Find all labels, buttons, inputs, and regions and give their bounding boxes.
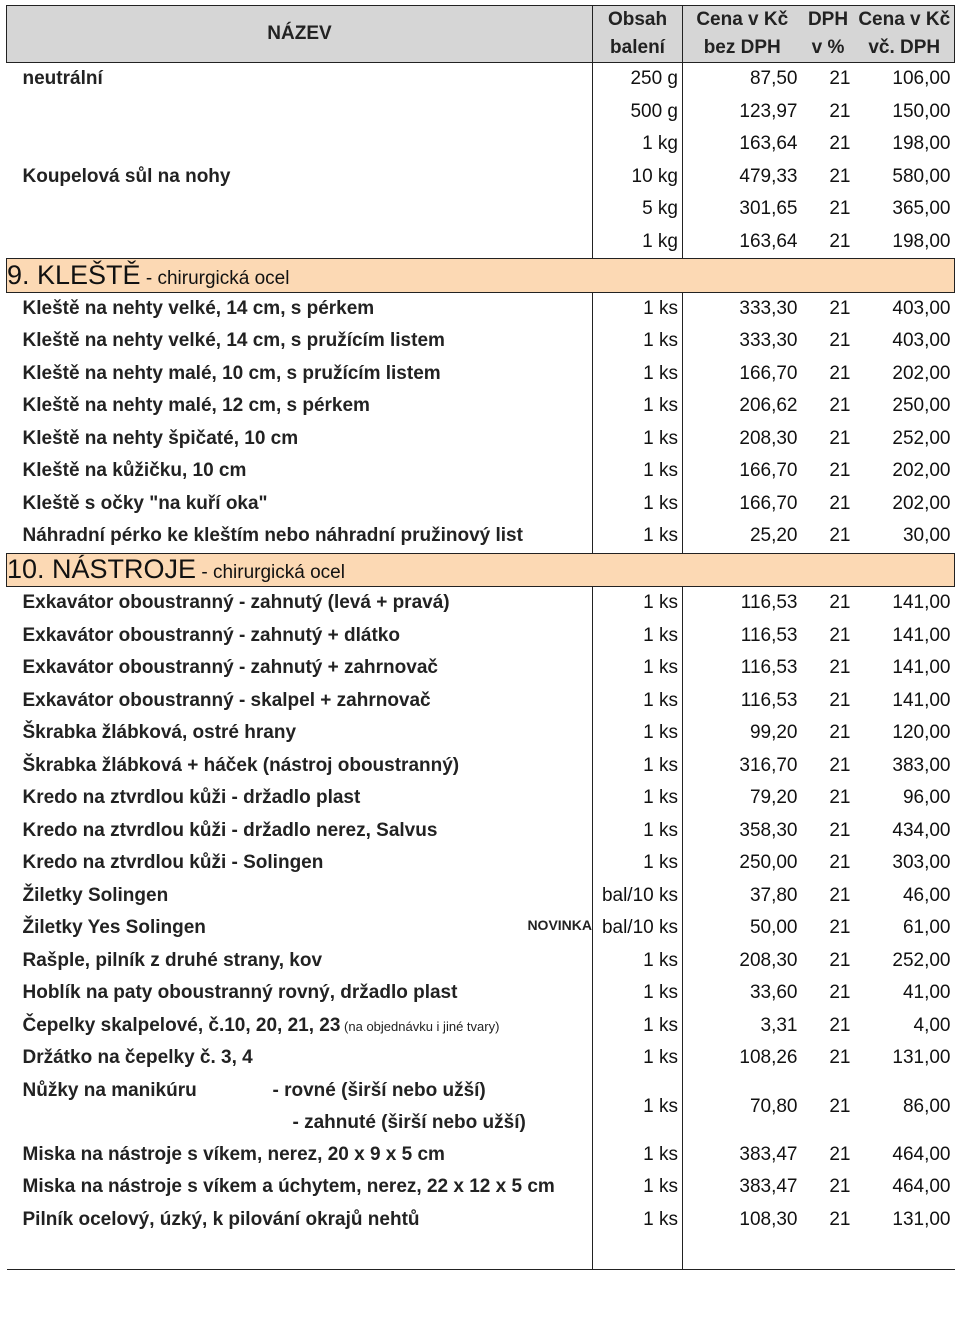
header-price bbox=[683, 6, 802, 63]
item-price: 123,97 bbox=[739, 100, 798, 122]
table-row bbox=[7, 717, 955, 750]
item-variant: - zahnuté (širší nebo užší) bbox=[292, 1111, 526, 1133]
item-price: 79,20 bbox=[749, 787, 798, 809]
item-vat: 21 bbox=[829, 819, 851, 841]
item-pack: 1 ks bbox=[593, 1139, 683, 1172]
item-total: 252,00 bbox=[892, 949, 951, 971]
table-row bbox=[7, 63, 955, 96]
item-pack: 1 ks bbox=[593, 390, 683, 423]
item-pack: 500 g bbox=[593, 96, 683, 129]
item-price: 163,64 bbox=[739, 133, 798, 155]
table-row bbox=[7, 1010, 955, 1043]
item-vat: 21 bbox=[829, 133, 851, 155]
item-vat: 21 bbox=[829, 525, 851, 547]
item-total: 141,00 bbox=[892, 657, 951, 679]
item-price: 87,50 bbox=[749, 68, 798, 90]
item-vat: 21 bbox=[829, 917, 851, 939]
item-price: 250,00 bbox=[739, 852, 798, 874]
table-row bbox=[7, 358, 955, 391]
item-pack: 1 ks bbox=[593, 520, 683, 553]
table-row bbox=[7, 161, 955, 194]
header-pack-line2: balení bbox=[610, 37, 665, 58]
header-price-line2: bez DPH bbox=[703, 37, 781, 58]
item-total: 365,00 bbox=[892, 198, 951, 220]
item-name: Kleště na nehty velké, 14 cm, s pérkem bbox=[22, 297, 375, 319]
table-row bbox=[7, 390, 955, 423]
table-row bbox=[7, 1042, 955, 1075]
item-name: Škrabka žlábková, ostré hrany bbox=[22, 722, 297, 744]
item-total: 106,00 bbox=[892, 68, 951, 90]
item-name: Kleště s očky "na kuří oka" bbox=[22, 492, 268, 514]
novinka-badge: NOVINKA bbox=[527, 917, 592, 934]
section-title bbox=[7, 259, 955, 293]
item-total: 141,00 bbox=[892, 689, 951, 711]
item-price: 163,64 bbox=[739, 230, 798, 252]
item-vat: 21 bbox=[829, 852, 851, 874]
table-row bbox=[7, 423, 955, 456]
item-name: Kleště na nehty špičaté, 10 cm bbox=[22, 427, 299, 449]
header-pack bbox=[593, 6, 683, 63]
item-price: 116,53 bbox=[740, 657, 798, 679]
table-row bbox=[7, 520, 955, 553]
item-price: 166,70 bbox=[739, 492, 798, 514]
table-row bbox=[7, 488, 955, 521]
section-number: 10. NÁSTROJE bbox=[7, 554, 197, 585]
item-name: neutrální bbox=[22, 68, 103, 90]
item-name: Exkavátor oboustranný - zahnutý + zahrnovač bbox=[22, 657, 438, 679]
item-vat: 21 bbox=[829, 165, 851, 187]
empty-cell bbox=[7, 1236, 593, 1269]
item-pack: bal/10 ks bbox=[593, 912, 683, 945]
item-price: 333,30 bbox=[739, 297, 798, 319]
item-name-text: Žiletky Yes Solingen bbox=[22, 917, 206, 939]
item-name: Miska na nástroje s víkem a úchytem, nerez, 22 x 12 x 5 cm bbox=[22, 1176, 555, 1198]
item-pack: 1 ks bbox=[593, 717, 683, 750]
item-total: 250,00 bbox=[892, 395, 951, 417]
item-price: 383,47 bbox=[739, 1176, 798, 1198]
header-pack-line1: Obsah bbox=[607, 9, 668, 30]
item-price: 33,60 bbox=[749, 982, 798, 1004]
table-row bbox=[7, 292, 955, 325]
item-pack: 1 ks bbox=[593, 1171, 683, 1204]
header-total-line2: vč. DPH bbox=[868, 37, 941, 58]
item-price: 383,47 bbox=[739, 1143, 798, 1165]
item-total: 41,00 bbox=[902, 982, 951, 1004]
item-vat: 21 bbox=[829, 297, 851, 319]
item-pack: 1 ks bbox=[593, 292, 683, 325]
item-name: Držátko na čepelky č. 3, 4 bbox=[22, 1047, 253, 1069]
item-total: 61,00 bbox=[902, 917, 951, 939]
table-row bbox=[7, 587, 955, 620]
item-price: 333,30 bbox=[739, 330, 798, 352]
item-total: 141,00 bbox=[892, 624, 951, 646]
item-price: 208,30 bbox=[739, 427, 798, 449]
header-vat bbox=[802, 6, 855, 63]
item-vat: 21 bbox=[829, 624, 851, 646]
item-pack: 1 ks bbox=[593, 685, 683, 718]
item-vat: 21 bbox=[829, 884, 851, 906]
item-pack: 1 ks bbox=[593, 325, 683, 358]
item-variant: - rovné (širší nebo užší) bbox=[272, 1079, 486, 1101]
item-vat: 21 bbox=[829, 492, 851, 514]
section-title bbox=[7, 553, 955, 587]
header-vat-line1: DPH bbox=[807, 9, 849, 30]
header-total-line1: Cena v Kč bbox=[858, 9, 951, 30]
item-vat: 21 bbox=[829, 198, 851, 220]
item-total: 464,00 bbox=[892, 1176, 951, 1198]
table-row bbox=[7, 1171, 955, 1204]
item-vat: 21 bbox=[829, 657, 851, 679]
item-pack: 1 ks bbox=[593, 455, 683, 488]
table-row bbox=[7, 455, 955, 488]
item-total: 96,00 bbox=[902, 787, 951, 809]
item-name bbox=[7, 1010, 593, 1043]
item-name: Náhradní pérko ke kleštím nebo náhradní pružinový list bbox=[22, 525, 523, 547]
table-row bbox=[7, 977, 955, 1010]
item-total: 120,00 bbox=[892, 722, 951, 744]
header-name: NÁZEV bbox=[7, 6, 593, 63]
section-subtitle: - chirurgická ocel bbox=[196, 562, 345, 584]
empty-cell bbox=[802, 1236, 855, 1269]
item-name: Koupelová sůl na nohy bbox=[22, 165, 231, 187]
table-row bbox=[7, 912, 955, 945]
item-name: Žiletky Solingen bbox=[22, 884, 169, 906]
item-name: Kleště na nehty malé, 12 cm, s pérkem bbox=[22, 395, 370, 417]
item-vat: 21 bbox=[829, 949, 851, 971]
item-vat: 21 bbox=[829, 100, 851, 122]
item-name: Pilník ocelový, úzký, k pilování okrajů nehtů bbox=[22, 1208, 420, 1230]
item-name bbox=[7, 96, 593, 129]
item-name: Miska na nástroje s víkem, nerez, 20 x 9 x 5 cm bbox=[22, 1143, 445, 1165]
section-subtitle: - chirurgická ocel bbox=[140, 267, 290, 289]
item-price: 479,33 bbox=[739, 165, 798, 187]
empty-cell bbox=[593, 1236, 683, 1269]
item-total: 434,00 bbox=[892, 819, 951, 841]
item-total: 464,00 bbox=[892, 1143, 951, 1165]
item-vat: 21 bbox=[829, 68, 851, 90]
item-total: 403,00 bbox=[892, 330, 951, 352]
item-name: Exkavátor oboustranný - zahnutý + dlátko bbox=[22, 624, 400, 646]
item-total: 252,00 bbox=[892, 427, 951, 449]
header-row bbox=[7, 6, 955, 63]
item-pack: 1 ks bbox=[593, 620, 683, 653]
item-total: 383,00 bbox=[892, 754, 951, 776]
item-price: 358,30 bbox=[739, 819, 798, 841]
item-pack: 1 ks bbox=[593, 587, 683, 620]
item-vat: 21 bbox=[829, 754, 851, 776]
item-total: 46,00 bbox=[902, 884, 951, 906]
item-total: 131,00 bbox=[892, 1208, 951, 1230]
price-table bbox=[6, 5, 955, 1270]
item-name: Kredo na ztvrdlou kůži - Solingen bbox=[22, 852, 324, 874]
table-row bbox=[7, 945, 955, 978]
item-name bbox=[7, 193, 593, 226]
item-pack: 250 g bbox=[593, 63, 683, 96]
header-total bbox=[855, 6, 955, 63]
item-price: 301,65 bbox=[739, 198, 798, 220]
item-vat: 21 bbox=[829, 427, 851, 449]
item-vat: 21 bbox=[829, 395, 851, 417]
table-row bbox=[7, 782, 955, 815]
table-row bbox=[7, 128, 955, 161]
item-pack: 1 ks bbox=[593, 1204, 683, 1237]
item-total: 131,00 bbox=[892, 1047, 951, 1069]
item-price: 116,53 bbox=[740, 624, 798, 646]
item-vat: 21 bbox=[829, 1176, 851, 1198]
item-pack: 1 ks bbox=[593, 847, 683, 880]
item-vat: 21 bbox=[829, 230, 851, 252]
item-vat: 21 bbox=[829, 1014, 851, 1036]
item-pack: 10 kg bbox=[593, 161, 683, 194]
item-pack: bal/10 ks bbox=[593, 880, 683, 913]
item-price: 70,80 bbox=[749, 1095, 798, 1117]
item-name: Kleště na nehty velké, 14 cm, s pružícím listem bbox=[22, 330, 445, 352]
item-price: 50,00 bbox=[749, 917, 798, 939]
header-vat-line2: v % bbox=[811, 37, 845, 58]
table-row bbox=[7, 880, 955, 913]
item-price: 116,53 bbox=[740, 689, 798, 711]
item-name: Rašple, pilník z druhé strany, kov bbox=[22, 949, 323, 971]
item-name: Kredo na ztvrdlou kůži - držadlo nerez, Salvus bbox=[22, 819, 438, 841]
item-pack: 5 kg bbox=[593, 193, 683, 226]
item-price: 166,70 bbox=[739, 460, 798, 482]
item-total: 202,00 bbox=[892, 460, 951, 482]
item-total: 403,00 bbox=[892, 297, 951, 319]
item-name: Hoblík na paty oboustranný rovný, držadlo plast bbox=[22, 982, 458, 1004]
item-total: 198,00 bbox=[892, 133, 951, 155]
item-total: 4,00 bbox=[913, 1014, 951, 1036]
item-vat: 21 bbox=[829, 1143, 851, 1165]
item-vat: 21 bbox=[829, 1047, 851, 1069]
item-vat: 21 bbox=[829, 330, 851, 352]
item-price: 108,26 bbox=[739, 1047, 798, 1069]
item-total: 141,00 bbox=[892, 592, 951, 614]
item-pack: 1 ks bbox=[593, 1042, 683, 1075]
item-price: 316,70 bbox=[739, 754, 798, 776]
item-vat: 21 bbox=[829, 689, 851, 711]
item-name bbox=[7, 128, 593, 161]
header-price-line1: Cena v Kč bbox=[696, 9, 789, 30]
table-row bbox=[7, 1204, 955, 1237]
item-pack: 1 ks bbox=[593, 977, 683, 1010]
item-price: 108,30 bbox=[739, 1208, 798, 1230]
item-price: 166,70 bbox=[739, 362, 798, 384]
item-pack: 1 ks bbox=[593, 750, 683, 783]
section-number: 9. KLEŠTĚ bbox=[7, 259, 141, 290]
item-total: 198,00 bbox=[892, 230, 951, 252]
table-row bbox=[7, 1139, 955, 1172]
item-price: 99,20 bbox=[749, 722, 798, 744]
item-price: 37,80 bbox=[749, 884, 798, 906]
item-vat: 21 bbox=[829, 592, 851, 614]
item-pack: 1 ks bbox=[593, 1010, 683, 1043]
item-pack: 1 ks bbox=[593, 358, 683, 391]
item-vat: 21 bbox=[829, 787, 851, 809]
item-pack: 1 ks bbox=[593, 815, 683, 848]
item-vat: 21 bbox=[829, 460, 851, 482]
table-row bbox=[7, 620, 955, 653]
item-total: 202,00 bbox=[892, 362, 951, 384]
item-total: 202,00 bbox=[892, 492, 951, 514]
item-price: 25,20 bbox=[749, 525, 798, 547]
item-name bbox=[7, 1075, 593, 1139]
item-vat: 21 bbox=[829, 1095, 851, 1117]
item-name: Kredo na ztvrdlou kůži - držadlo plast bbox=[22, 787, 361, 809]
item-total: 86,00 bbox=[902, 1095, 951, 1117]
item-vat: 21 bbox=[829, 982, 851, 1004]
table-row bbox=[7, 226, 955, 259]
item-total: 580,00 bbox=[892, 165, 951, 187]
table-row bbox=[7, 193, 955, 226]
item-pack: 1 ks bbox=[593, 423, 683, 456]
item-total: 150,00 bbox=[892, 100, 951, 122]
table-row bbox=[7, 847, 955, 880]
table-row bbox=[7, 652, 955, 685]
item-price: 116,53 bbox=[740, 592, 798, 614]
item-pack: 1 kg bbox=[593, 128, 683, 161]
item-name-text: Nůžky na manikúru bbox=[22, 1079, 197, 1101]
empty-cell bbox=[855, 1236, 955, 1269]
item-price: 206,62 bbox=[739, 395, 798, 417]
table-row bbox=[7, 815, 955, 848]
item-total: 30,00 bbox=[902, 525, 951, 547]
item-note: (na objednávku i jiné tvary) bbox=[340, 1018, 500, 1034]
table-row bbox=[7, 750, 955, 783]
item-vat: 21 bbox=[829, 362, 851, 384]
item-total: 303,00 bbox=[892, 852, 951, 874]
item-name bbox=[7, 912, 593, 945]
item-pack: 1 ks bbox=[593, 945, 683, 978]
item-pack: 1 kg bbox=[593, 226, 683, 259]
section-header bbox=[7, 553, 955, 587]
table-row bbox=[7, 96, 955, 129]
empty-row bbox=[7, 1236, 955, 1269]
item-name: Exkavátor oboustranný - skalpel + zahrnovač bbox=[22, 689, 431, 711]
item-name-text: Čepelky skalpelové, č.10, 20, 21, 23 bbox=[22, 1014, 341, 1036]
item-vat: 21 bbox=[829, 1208, 851, 1230]
section-header bbox=[7, 259, 955, 293]
item-pack: 1 ks bbox=[593, 652, 683, 685]
item-name: Škrabka žlábková + háček (nástroj oboustranný) bbox=[22, 754, 460, 776]
empty-cell bbox=[683, 1236, 802, 1269]
table-row bbox=[7, 685, 955, 718]
item-name: Kleště na kůžičku, 10 cm bbox=[22, 460, 247, 482]
item-pack: 1 ks bbox=[593, 488, 683, 521]
item-pack: 1 ks bbox=[593, 782, 683, 815]
item-pack: 1 ks bbox=[593, 1075, 683, 1139]
item-price: 3,31 bbox=[760, 1014, 798, 1036]
item-price: 208,30 bbox=[739, 949, 798, 971]
item-vat: 21 bbox=[829, 722, 851, 744]
item-name: Exkavátor oboustranný - zahnutý (levá + pravá) bbox=[22, 592, 450, 614]
table-row bbox=[7, 1075, 955, 1139]
item-name bbox=[7, 226, 593, 259]
table-row bbox=[7, 325, 955, 358]
item-name: Kleště na nehty malé, 10 cm, s pružícím listem bbox=[22, 362, 441, 384]
